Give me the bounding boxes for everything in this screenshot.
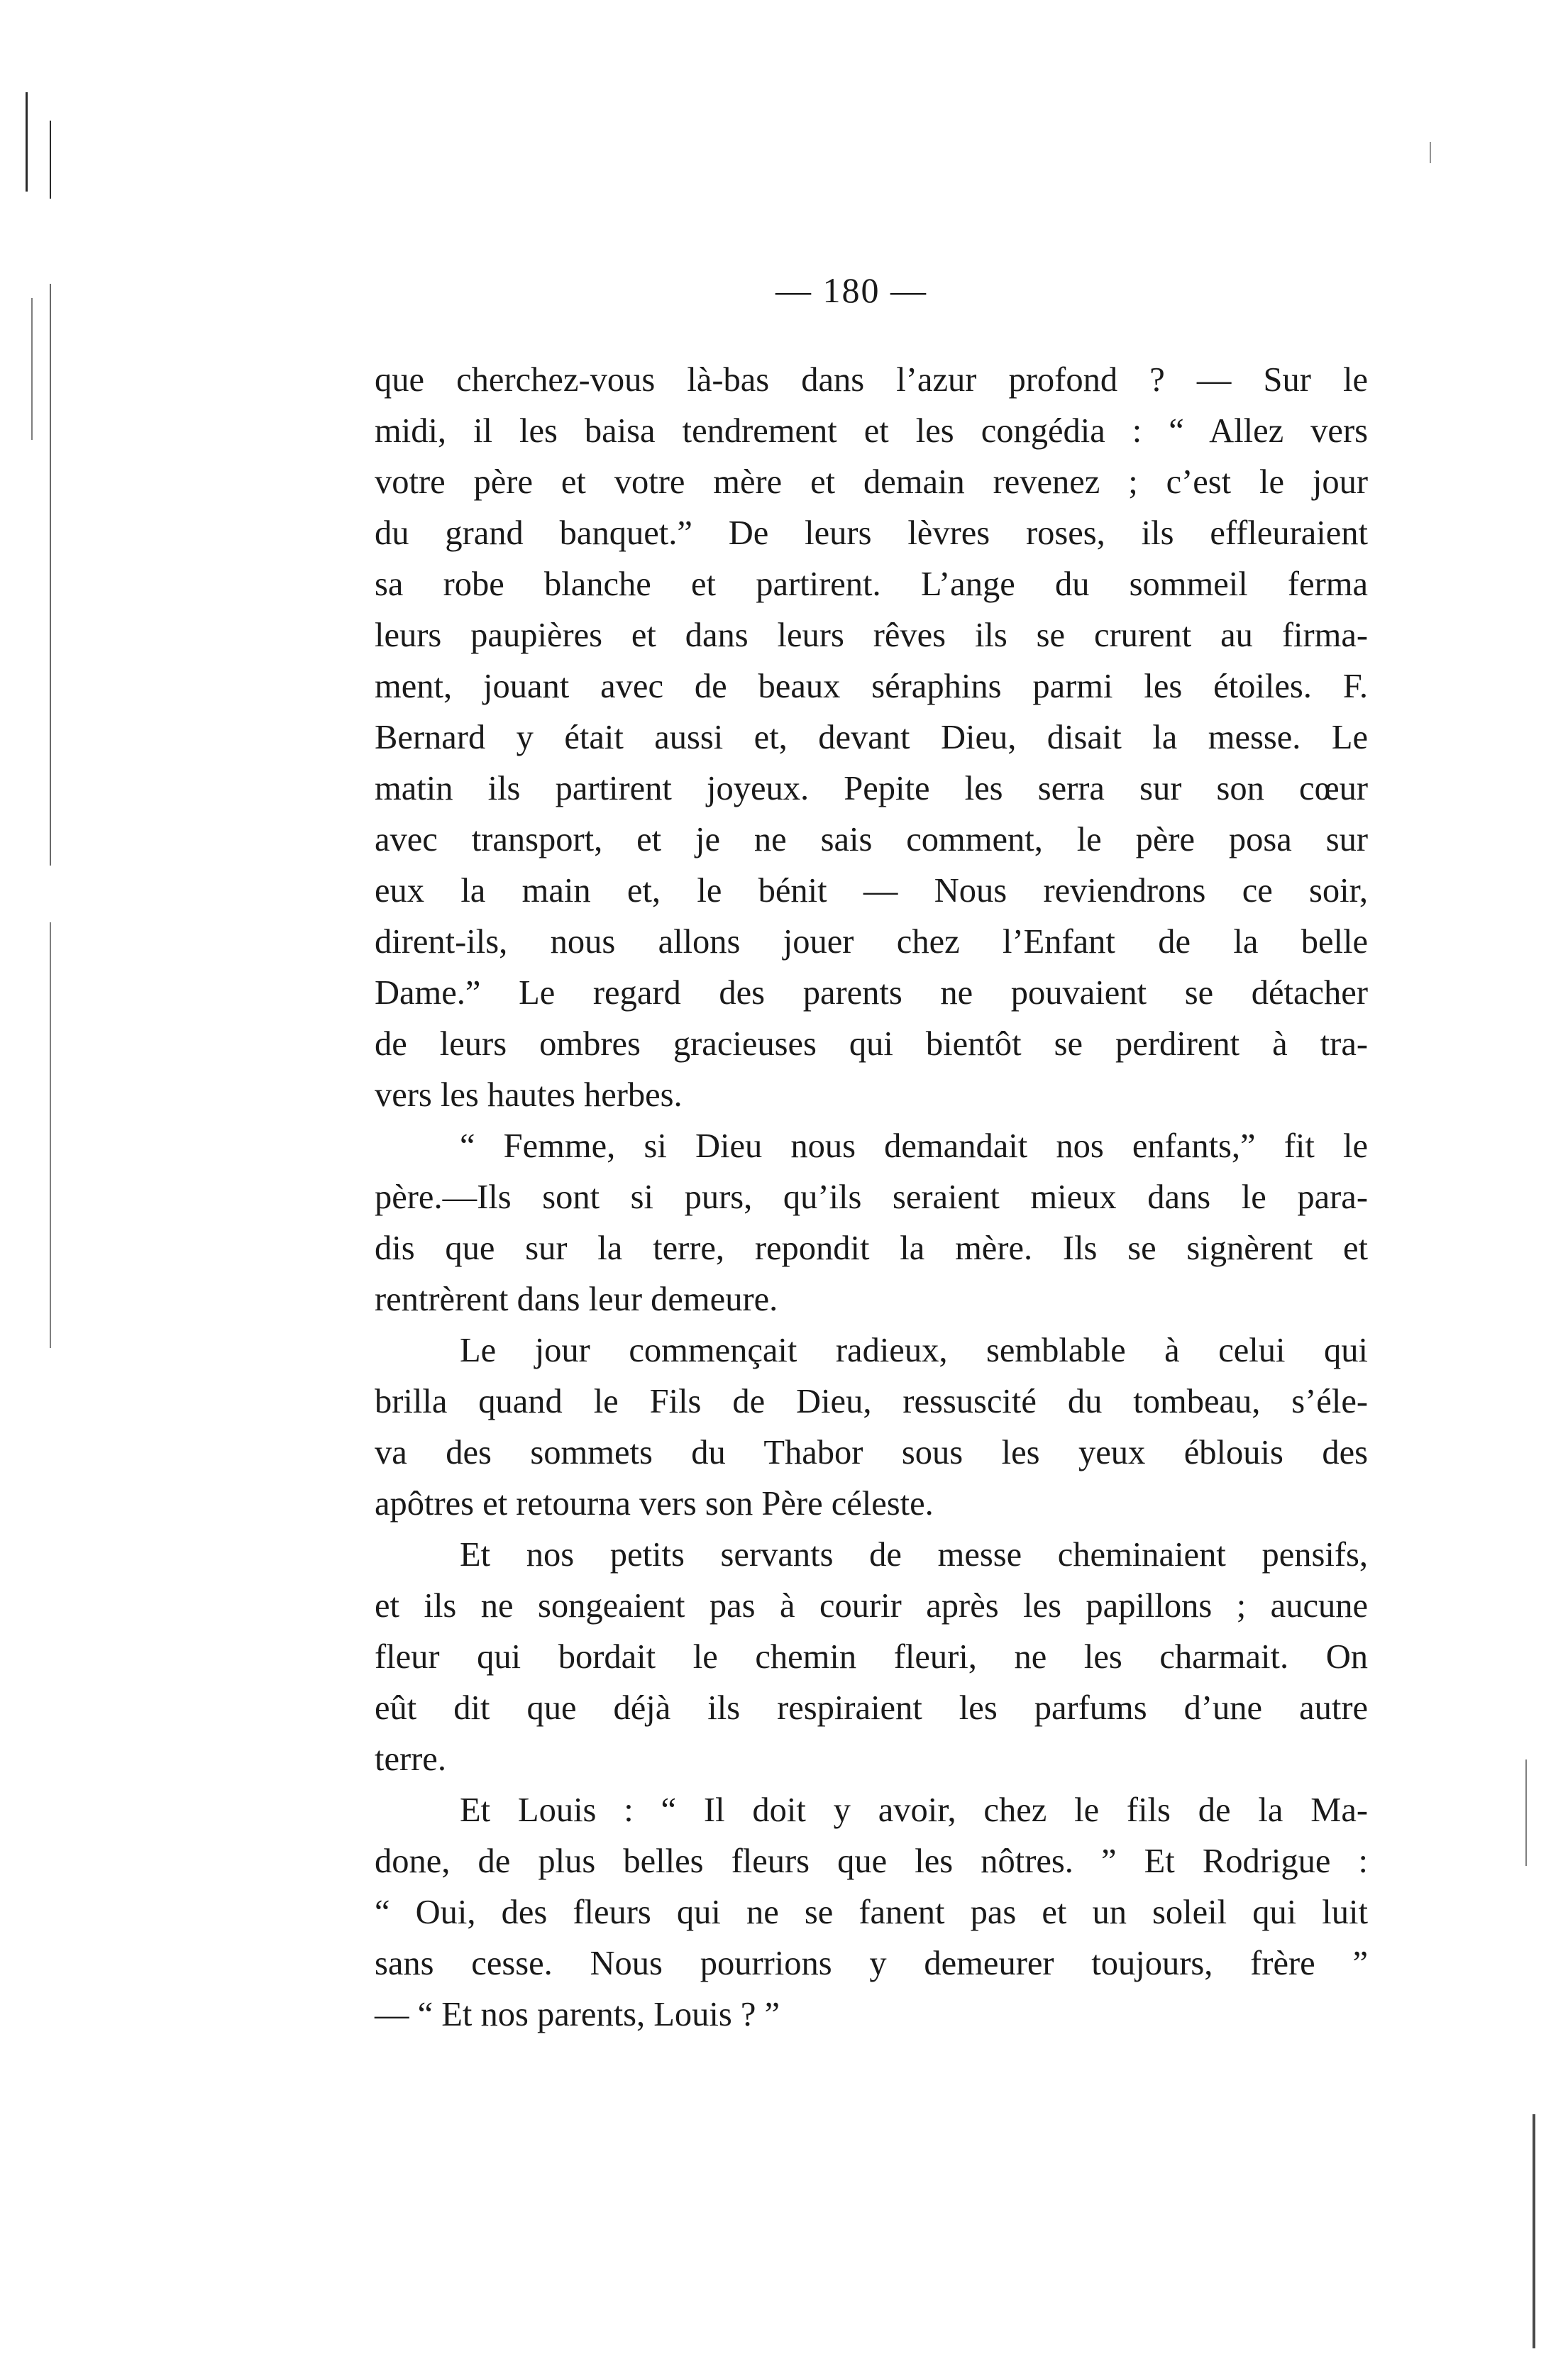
scan-edge-mark	[26, 92, 28, 192]
scan-edge-mark	[1525, 1759, 1527, 1866]
text-line: et ils ne songeaient pas à courir après les papillons ; aucune	[375, 1587, 1368, 1625]
text-line: que cherchez-vous là-bas dans l’azur profond ? — Sur le	[375, 361, 1368, 399]
text-line: avec transport, et je ne sais comment, le père posa sur	[375, 821, 1368, 858]
text-line: — “ Et nos parents, Louis ? ”	[375, 1996, 780, 2033]
text-line: Et Louis : “ Il doit y avoir, chez le fils de la Ma-	[460, 1791, 1368, 1829]
text-line: sa robe blanche et partirent. L’ange du sommeil ferma	[375, 565, 1368, 603]
text-line: Et nos petits servants de messe cheminaient pensifs,	[460, 1536, 1368, 1574]
text-line: père.—Ils sont si purs, qu’ils seraient mieux dans le para-	[375, 1178, 1368, 1216]
text-line: du grand banquet.” De leurs lèvres roses, ils effleuraient	[375, 514, 1368, 552]
text-line: votre père et votre mère et demain revenez ; c’est le jour	[375, 463, 1368, 501]
scan-edge-mark	[1533, 2114, 1535, 2348]
text-line: brilla quand le Fils de Dieu, ressuscité du tombeau, s’éle-	[375, 1383, 1368, 1420]
text-line: eût dit que déjà ils respiraient les parfums d’une autre	[375, 1689, 1368, 1727]
text-line: done, de plus belles fleurs que les nôtres. ” Et Rodrigue :	[375, 1843, 1368, 1880]
text-line: terre.	[375, 1740, 446, 1778]
scan-edge-mark	[50, 121, 51, 199]
text-line: dirent-ils, nous allons jouer chez l’Enfant de la belle	[375, 923, 1368, 961]
body-text	[375, 355, 1368, 2040]
text-line: rentrèrent dans leur demeure.	[375, 1281, 778, 1318]
text-line: eux la main et, le bénit — Nous reviendrons ce soir,	[375, 872, 1368, 910]
text-line: Dame.” Le regard des parents ne pouvaient se détacher	[375, 974, 1368, 1012]
text-line: midi, il les baisa tendrement et les congédia : “ Allez vers	[375, 412, 1368, 450]
text-line: fleur qui bordait le chemin fleuri, ne les charmait. On	[375, 1638, 1368, 1676]
text-line: ment, jouant avec de beaux séraphins parmi les étoiles. F.	[375, 668, 1368, 705]
text-line: dis que sur la terre, repondit la mère. Ils se signèrent et	[375, 1230, 1368, 1267]
text-line: apôtres et retourna vers son Père céleste.	[375, 1485, 934, 1523]
text-line: Bernard y était aussi et, devant Dieu, disait la messe. Le	[375, 719, 1368, 756]
text-line: “ Oui, des fleurs qui ne se fanent pas et un soleil qui luit	[375, 1894, 1368, 1931]
text-line: Le jour commençait radieux, semblable à celui qui	[460, 1332, 1368, 1369]
page-number: — 180 —	[775, 270, 927, 310]
text-line: de leurs ombres gracieuses qui bientôt se perdirent à tra-	[375, 1025, 1368, 1063]
text-line: matin ils partirent joyeux. Pepite les serra sur son cœur	[375, 770, 1368, 807]
text-line: “ Femme, si Dieu nous demandait nos enfants,” fit le	[460, 1127, 1368, 1165]
scan-edge-mark	[1430, 142, 1431, 163]
scan-edge-mark	[31, 298, 33, 440]
scan-edge-mark	[50, 284, 51, 866]
text-line: vers les hautes herbes.	[375, 1076, 683, 1114]
scan-edge-mark	[50, 922, 51, 1348]
text-line: leurs paupières et dans leurs rêves ils se crurent au firma-	[375, 617, 1368, 654]
text-line: va des sommets du Thabor sous les yeux éblouis des	[375, 1434, 1368, 1471]
text-line: sans cesse. Nous pourrions y demeurer toujours, frère ”	[375, 1945, 1368, 1982]
